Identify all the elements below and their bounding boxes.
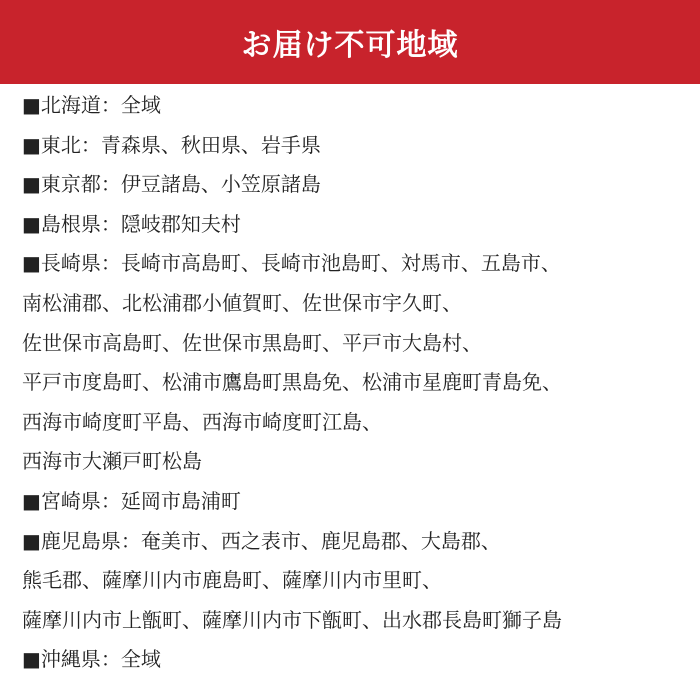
area-entry: ■沖縄県：全域: [22, 647, 161, 672]
area-entry: ■長崎県：長崎市高島町、長崎市池島町、対馬市、五島市、: [22, 251, 561, 276]
header-banner: [0, 0, 700, 84]
area-entry: ■宮崎県：延岡市島浦町: [22, 488, 241, 513]
area-entry: ■東北：青森県、秋田県、岩手県: [22, 132, 321, 157]
area-entry-continuation: 佐世保市高島町、佐世保市黒島町、平戸市大島村、: [22, 330, 482, 355]
area-entry: ■東京都：伊豆諸島、小笠原諸島: [22, 172, 321, 197]
area-entry-continuation: 熊毛郡、薩摩川内市鹿島町、薩摩川内市里町、: [22, 568, 442, 593]
excluded-area-list: [22, 86, 692, 680]
area-entry-continuation: 平戸市度島町、松浦市鷹島町黒島免、松浦市星鹿町青島免、: [22, 370, 562, 395]
area-entry-continuation: 薩摩川内市上甑町、薩摩川内市下甑町、出水郡長島町獅子島: [22, 607, 562, 632]
area-entry-continuation: 南松浦郡、北松浦郡小値賀町、佐世保市宇久町、: [22, 290, 462, 315]
page-title: お届け不可地域: [241, 28, 459, 63]
area-entry: ■北海道：全域: [22, 93, 161, 117]
area-entry: ■鹿児島県：奄美市、西之表市、鹿児島郡、大島郡、: [22, 528, 501, 553]
area-entry: ■島根県：隠岐郡知夫村: [22, 211, 241, 236]
area-entry-continuation: 西海市大瀬戸町松島: [22, 449, 202, 474]
area-entry-continuation: 西海市崎度町平島、西海市崎度町江島、: [22, 409, 382, 434]
